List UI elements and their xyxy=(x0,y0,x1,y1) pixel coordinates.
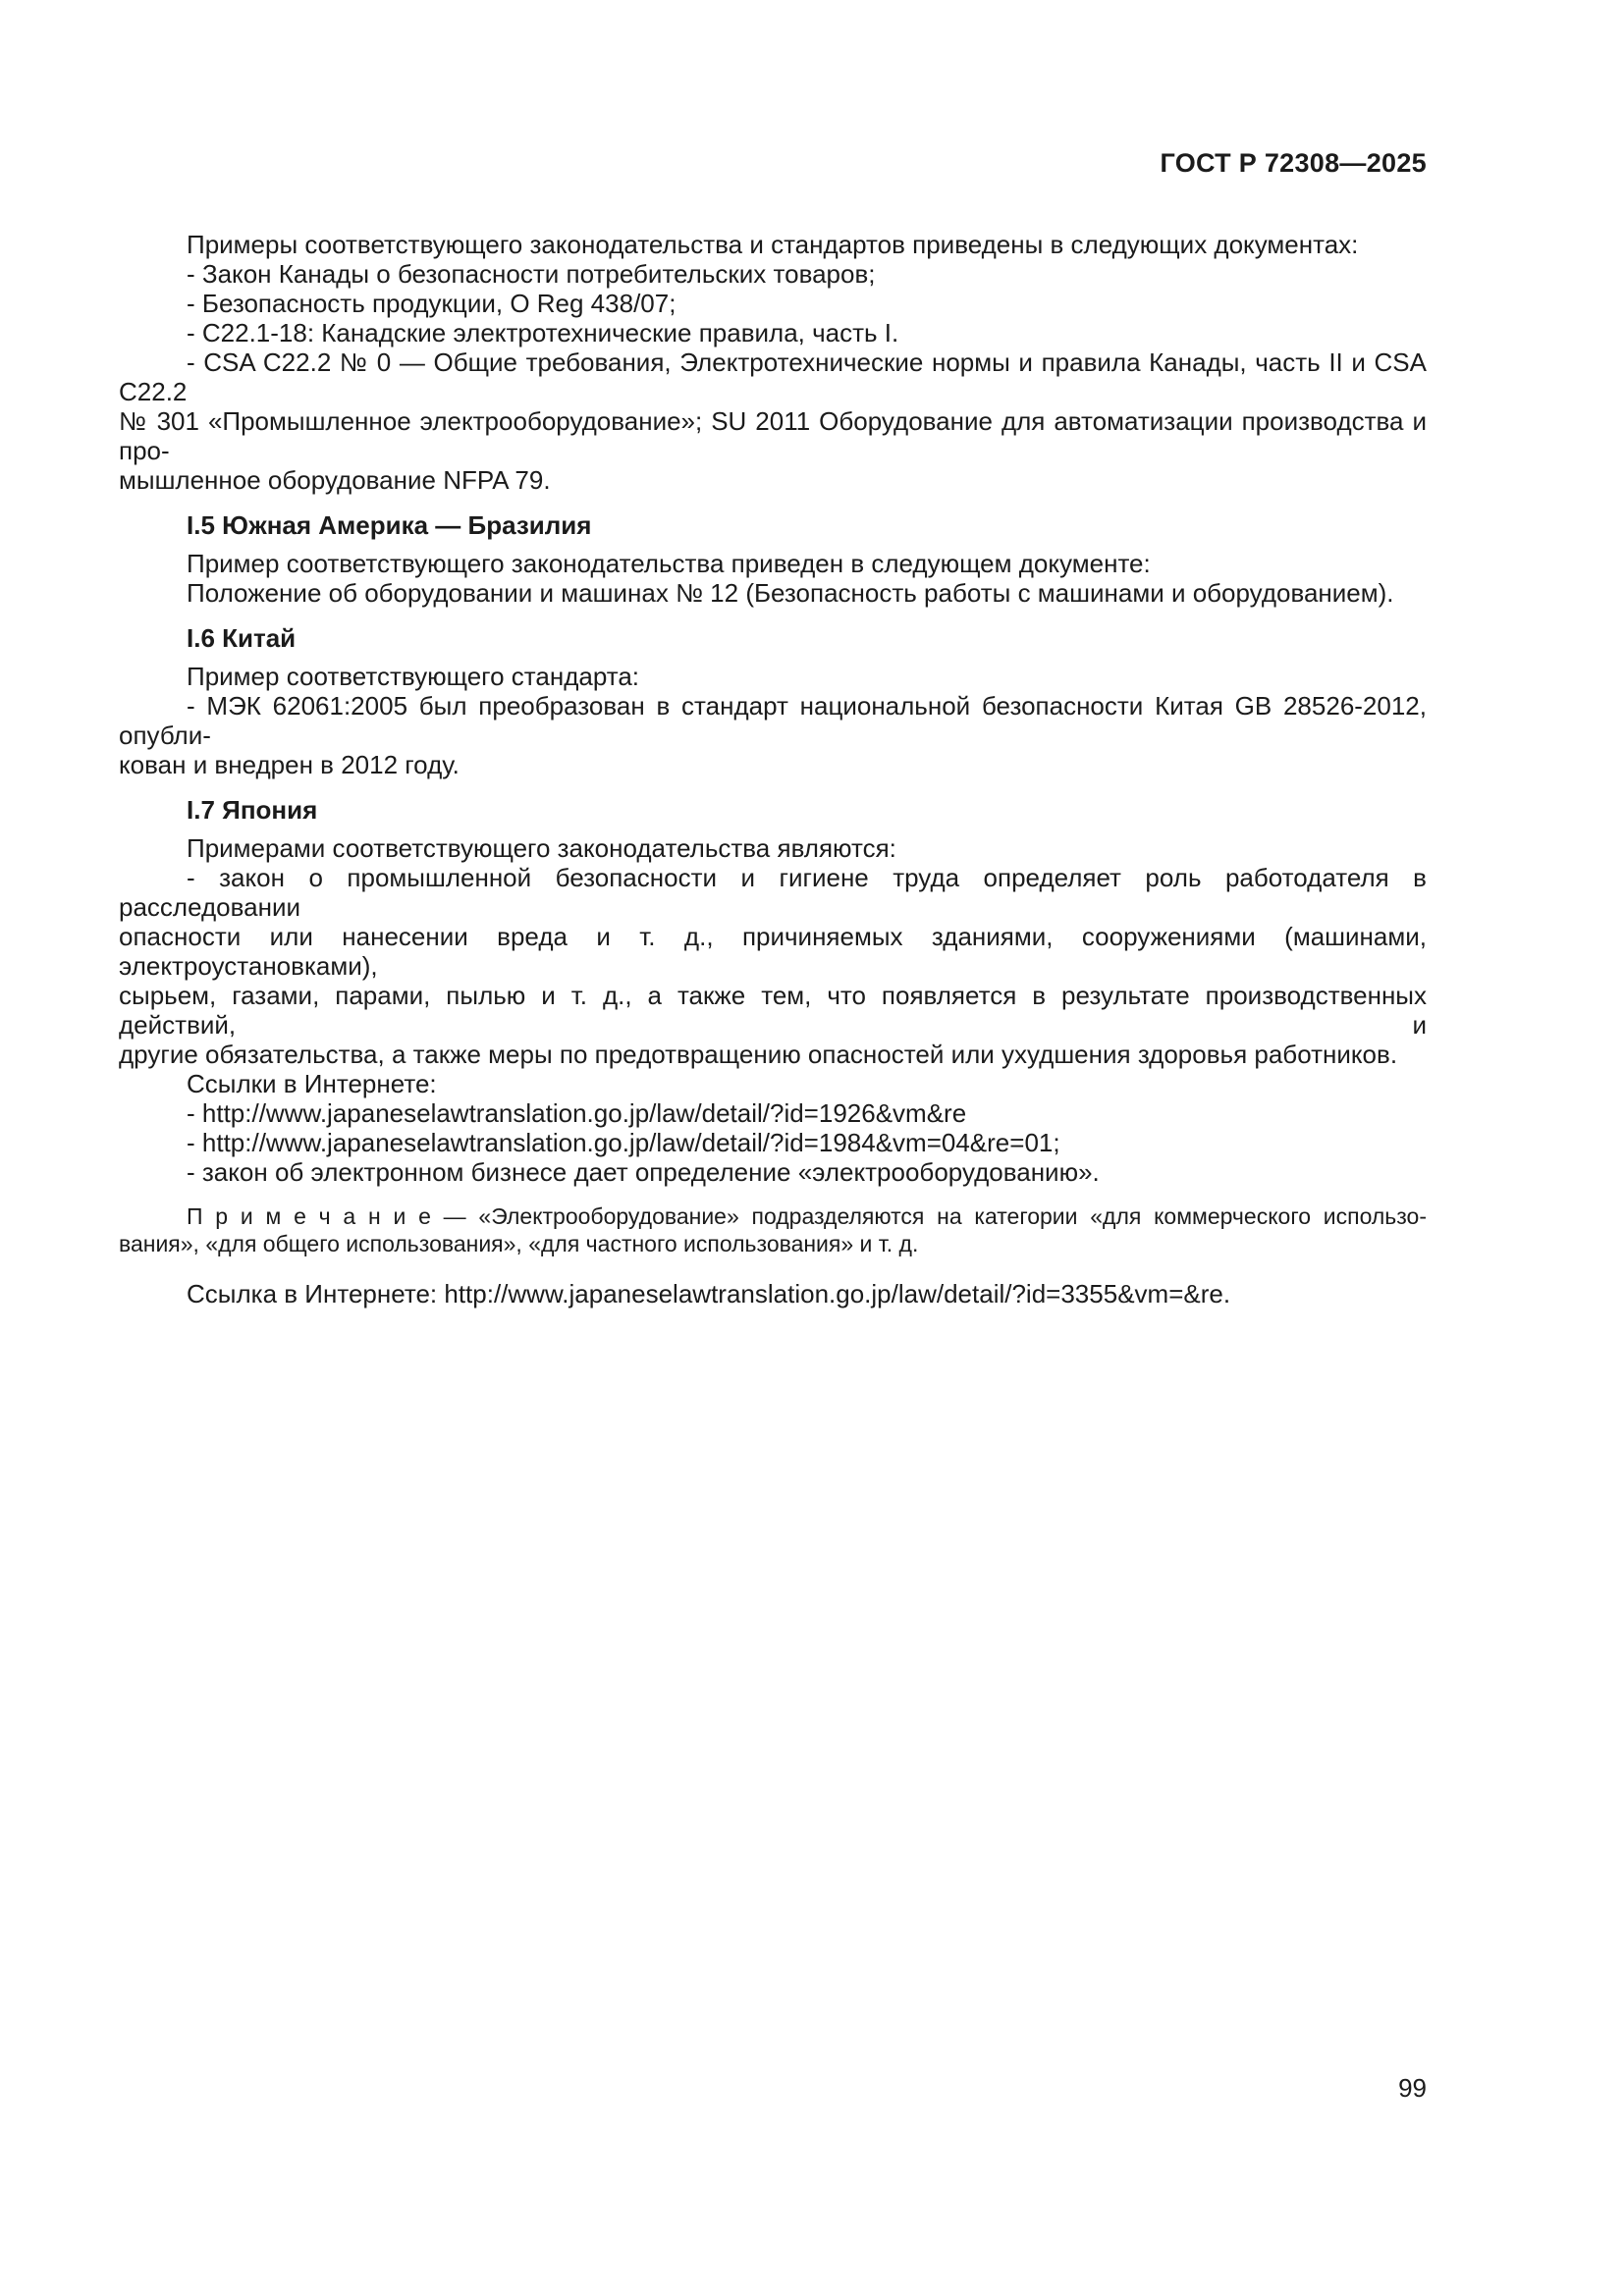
text-line: вания», «для общего использования», «для частного использования» и т. д. xyxy=(119,1231,919,1256)
text-line: П р и м е ч а н и е — «Электрооборудование» подразделяются на категории «для коммерческого использо- xyxy=(187,1203,1427,1229)
paragraph xyxy=(119,662,1427,779)
text-line: - CSA C22.2 № 0 — Общие требования, Электротехнические нормы и правила Канады, часть II и CSA C22.2 xyxy=(119,347,1427,406)
text-line: - МЭК 62061:2005 был преобразован в стандарт национальной безопасности Китая GB 28526-2012, опубли- xyxy=(119,691,1427,750)
text-line: мышленное оборудование NFPA 79. xyxy=(119,465,551,495)
text-line: - закон о промышленной безопасности и гигиене труда определяет роль работодателя в расследовании xyxy=(119,863,1427,922)
text-line: сырьем, газами, парами, пылью и т. д., а также тем, что появляется в результате производственных действий, и xyxy=(119,981,1427,1040)
text-line: Примерами соответствующего законодательства являются: xyxy=(187,833,896,863)
paragraph xyxy=(119,549,1427,608)
page-number: 99 xyxy=(1398,2073,1427,2103)
text-line: Пример соответствующего законодательства приведен в следующем документе: xyxy=(187,549,1151,578)
section-heading: I.6 Китай xyxy=(187,623,297,653)
text-line: Ссылка в Интернете: http://www.japaneselawtranslation.go.jp/law/detail/?id=3355&vm=&re. xyxy=(187,1279,1231,1308)
document-body xyxy=(119,230,1427,1308)
text-line: - Закон Канады о безопасности потребительских товаров; xyxy=(187,259,876,289)
note-block xyxy=(119,1202,1427,1257)
section-heading: I.7 Япония xyxy=(187,795,318,825)
document-code-header: ГОСТ Р 72308—2025 xyxy=(1160,148,1427,178)
text-line: кован и внедрен в 2012 году. xyxy=(119,750,460,779)
paragraph xyxy=(119,230,1427,495)
text-line: - http://www.japaneselawtranslation.go.jp/law/detail/?id=1984&vm=04&re=01; xyxy=(187,1128,1060,1157)
paragraph xyxy=(119,833,1427,1187)
text-line: № 301 «Промышленное электрооборудование»; SU 2011 Оборудование для автоматизации производства и про- xyxy=(119,406,1427,465)
text-line: опасности или нанесении вреда и т. д., причиняемых зданиями, сооружениями (машинами, электроустановками), xyxy=(119,922,1427,981)
text-line: Ссылки в Интернете: xyxy=(187,1069,437,1098)
text-line: Пример соответствующего стандарта: xyxy=(187,662,640,691)
text-line: - http://www.japaneselawtranslation.go.jp/law/detail/?id=1926&vm&re xyxy=(187,1098,967,1128)
text-line: - закон об электронном бизнесе дает определение «электрооборудованию». xyxy=(187,1157,1100,1187)
text-line: - C22.1-18: Канадские электротехнические правила, часть I. xyxy=(187,318,899,347)
text-line: другие обязательства, а также меры по предотвращению опасностей или ухудшения здоровья работников. xyxy=(119,1040,1398,1069)
paragraph xyxy=(119,1279,1427,1308)
text-line: Примеры соответствующего законодательства и стандартов приведены в следующих документах: xyxy=(187,230,1359,259)
text-line: - Безопасность продукции, O Reg 438/07; xyxy=(187,289,677,318)
section-heading: I.5 Южная Америка — Бразилия xyxy=(187,510,592,540)
text-line: Положение об оборудовании и машинах № 12 (Безопасность работы с машинами и оборудованием). xyxy=(187,578,1394,608)
